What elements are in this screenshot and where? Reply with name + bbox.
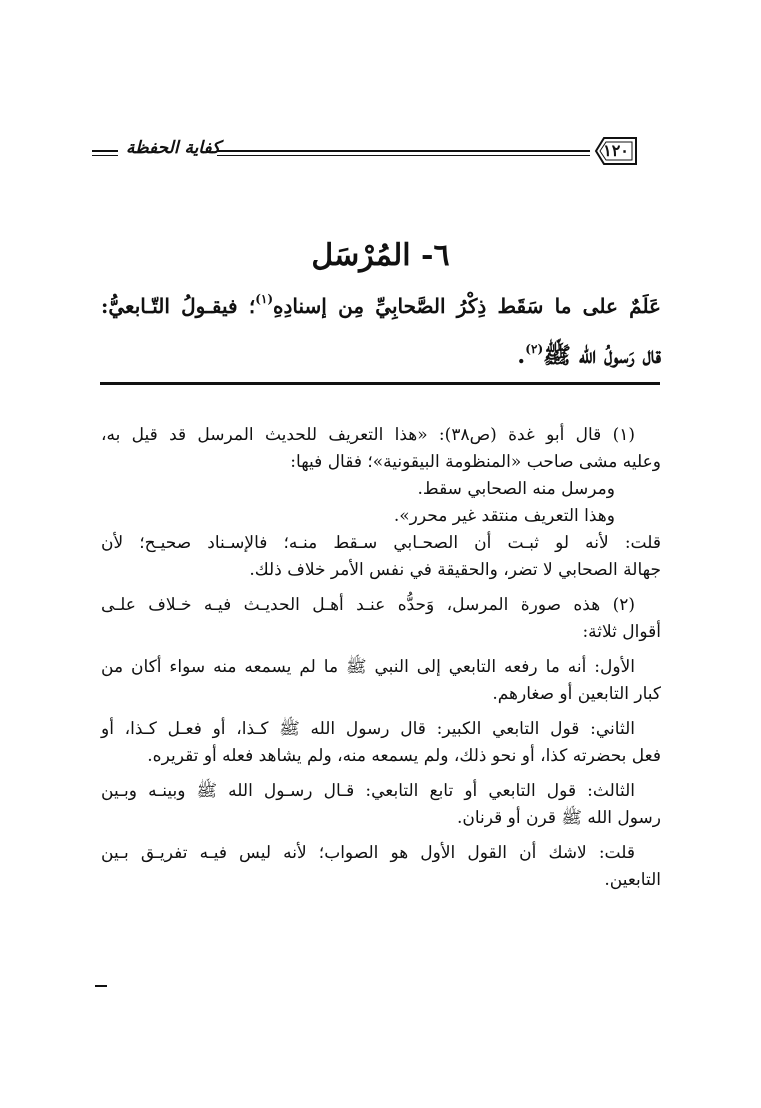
verse-line-1-text: عَلَمٌ على ما سَقَط ذِكْرُ الصَّحابِيِّ مِن إسنادِهِ (273, 294, 661, 318)
page-number-ornament (592, 134, 640, 168)
fn2-second-line-2: فعل بحضرته كذا، أو نحو ذلك، ولم يسمعه منه، ولم يشاهد فعله أو تقريره. (147, 746, 661, 766)
verse-line-2-end: . (517, 342, 526, 369)
footnote-2 (101, 592, 661, 646)
fn2-second-opinion (101, 716, 661, 770)
fn2-note-line-2: التابعين. (604, 870, 661, 890)
bottom-dash (95, 985, 107, 987)
fn2-author-note (101, 840, 661, 894)
fn2-line-1: (٢) هذه صورة المرسل، وَحدُّه عنـد أهـل الحديـث فيـه خـلاف علـى (101, 595, 635, 615)
footnote-ref-1[interactable]: (١) (255, 292, 274, 306)
fn1-poem-line: ومرسل منه الصحابي سقط. (417, 479, 615, 499)
verse-text (101, 282, 661, 380)
fn1-line-3: وهذا التعريف منتقد غير محرر». (393, 506, 615, 526)
running-header (92, 128, 648, 168)
book-title: كفاية الحفظة (126, 138, 221, 158)
header-rule (217, 150, 590, 156)
footnote-ref-2[interactable]: (٢) (525, 342, 544, 356)
fn1-line-5: جهالة الصحابي لا تضر، والحقيقة في نفس الأمر خلاف ذلك. (249, 560, 661, 580)
verse-line-2-text: قال رَسولُ الله ﷺ (543, 342, 661, 369)
fn2-first-line-2: كبار التابعين أو صغارهم. (492, 684, 661, 704)
fn2-third-line-2: رسول الله ﷺ قرن أو قرنان. (456, 808, 661, 828)
header-dash (92, 150, 118, 156)
footnotes (101, 422, 661, 902)
fn2-note-line-1: قلت: لاشك أن القول الأول هو الصواب؛ لأنه ليس فيـه تفريـق بـين (101, 843, 635, 863)
fn1-line-4: قلت: لأنه لو ثبـت أن الصحـابي سـقط منـه؛ فالإسـناد صحيـح؛ لأن (101, 533, 661, 553)
fn2-first-opinion (101, 654, 661, 708)
fn2-third-line-1: الثالث: قول التابعي أو تابع التابعي: قـال رسـول الله ﷺ وبينـه وبـين (101, 781, 635, 801)
verse-line-2 (101, 331, 661, 380)
footnote-1 (101, 422, 661, 584)
chapter-heading: ٦- المُرْسَل (311, 238, 450, 273)
fn2-second-line-1: الثاني: قول التابعي الكبير: قال رسول الله ﷺ كـذا، أو فعـل كـذا، أو (101, 719, 635, 739)
fn1-line-2: وعليه مشى صاحب «المنظومة البيقونية»؛ فقال فيها: (290, 452, 661, 472)
fn1-line-1: (١) قال أبو غدة (ص٣٨): «هذا التعريف للحديث المرسل قد قيل به، (101, 425, 635, 445)
verse-line-1 (101, 282, 661, 331)
page-number: ١٢٠ (603, 141, 629, 160)
verse-line-1-cont: ؛ فيقـولُ التّـابعيُّ: (101, 294, 256, 318)
fn2-line-2: أقوال ثلاثة: (582, 622, 661, 642)
footnote-divider (100, 382, 660, 385)
fn2-first-line-1: الأول: أنه ما رفعه التابعي إلى النبي ﷺ ما لم يسمعه منه سواء أكان من (101, 657, 635, 677)
fn2-third-opinion (101, 778, 661, 832)
